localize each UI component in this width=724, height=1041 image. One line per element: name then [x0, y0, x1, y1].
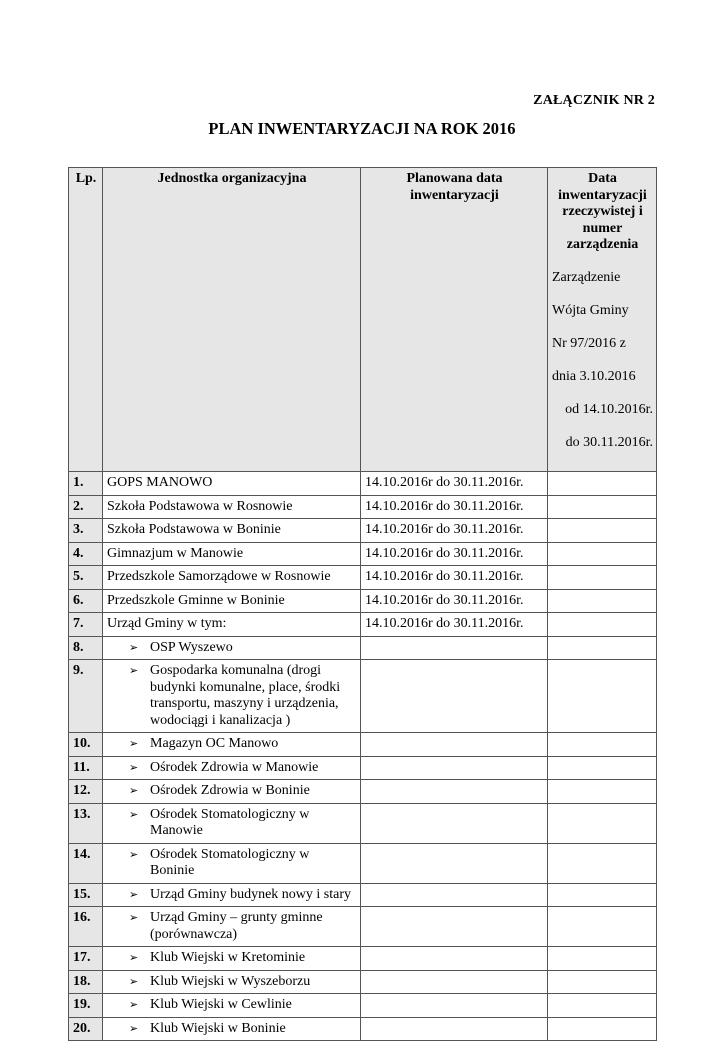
table-row: [69, 660, 657, 733]
ordinance-note-line: od 14.10.2016r.: [565, 402, 653, 417]
table-row: [69, 542, 657, 566]
row-number: 9.: [69, 660, 103, 733]
planned-date-cell: 14.10.2016r do 30.11.2016r.: [361, 613, 548, 637]
actual-date-cell: [548, 589, 657, 613]
actual-date-cell: [548, 472, 657, 496]
actual-date-title: Data inwentaryzacji rzeczywistej i numer zarządzenia: [558, 171, 647, 252]
arrow-bullet-icon: ➢: [129, 847, 139, 861]
ordinance-note-line: dnia 3.10.2016: [552, 369, 636, 384]
planned-date-cell: [361, 843, 548, 883]
actual-date-cell: [548, 780, 657, 804]
row-number: 11.: [69, 756, 103, 780]
row-number: 2.: [69, 495, 103, 519]
actual-date-cell: [548, 907, 657, 947]
actual-date-cell: [548, 660, 657, 733]
actual-date-cell: [548, 636, 657, 660]
planned-date-cell: 14.10.2016r do 30.11.2016r.: [361, 589, 548, 613]
ordinance-note-line: Nr 97/2016 z: [552, 336, 626, 351]
table-row: [69, 636, 657, 660]
unit-cell: [103, 994, 361, 1018]
unit-name: Ośrodek Zdrowia w Manowie: [150, 759, 319, 775]
unit-cell: [103, 907, 361, 947]
table-row: [69, 519, 657, 543]
row-number: 3.: [69, 519, 103, 543]
table-row: [69, 803, 657, 843]
table-row: [69, 883, 657, 907]
unit-name: Ośrodek Stomatologiczny w Boninie: [150, 846, 310, 878]
planned-date-cell: [361, 883, 548, 907]
arrow-bullet-icon: ➢: [129, 737, 139, 750]
row-number: 12.: [69, 780, 103, 804]
planned-date-cell: [361, 780, 548, 804]
table-row: [69, 843, 657, 883]
unit-cell: Gimnazjum w Manowie: [103, 542, 361, 566]
actual-date-cell: [548, 613, 657, 637]
table-header-row: [69, 168, 657, 472]
unit-name: Klub Wiejski w Kretominie: [150, 950, 306, 965]
planned-date-cell: [361, 756, 548, 780]
row-number: 10.: [69, 733, 103, 757]
actual-date-cell: [548, 733, 657, 757]
actual-date-cell: [548, 947, 657, 971]
table-row: [69, 566, 657, 590]
planned-date-cell: [361, 1017, 548, 1041]
planned-date-cell: 14.10.2016r do 30.11.2016r.: [361, 519, 548, 543]
row-number: 8.: [69, 636, 103, 660]
arrow-bullet-icon: ➢: [129, 640, 139, 654]
planned-date-cell: [361, 907, 548, 947]
unit-name: Klub Wiejski w Cewlinie: [150, 997, 292, 1012]
table-row: [69, 994, 657, 1018]
unit-cell: [103, 756, 361, 780]
unit-name: Klub Wiejski w Wyszeborzu: [150, 973, 311, 989]
row-number: 4.: [69, 542, 103, 566]
row-number: 20.: [69, 1017, 103, 1041]
actual-date-cell: [548, 803, 657, 843]
table-row: [69, 495, 657, 519]
row-number: 17.: [69, 947, 103, 971]
table-row: [69, 733, 657, 757]
inventory-plan-table: [68, 167, 657, 1041]
arrow-bullet-icon: ➢: [129, 807, 139, 821]
table-row: [69, 613, 657, 637]
table-row: [69, 780, 657, 804]
planned-date-cell: 14.10.2016r do 30.11.2016r.: [361, 542, 548, 566]
table-row: [69, 589, 657, 613]
unit-name: Klub Wiejski w Boninie: [150, 1020, 286, 1036]
column-header-planned-date: Planowana data inwentaryzacji: [361, 168, 548, 472]
planned-date-cell: [361, 994, 548, 1018]
planned-date-cell: 14.10.2016r do 30.11.2016r.: [361, 495, 548, 519]
row-number: 19.: [69, 994, 103, 1018]
arrow-bullet-icon: ➢: [129, 784, 139, 797]
row-number: 14.: [69, 843, 103, 883]
actual-date-cell: [548, 970, 657, 994]
arrow-bullet-icon: ➢: [129, 998, 139, 1011]
actual-date-cell: [548, 1017, 657, 1041]
arrow-bullet-icon: ➢: [129, 974, 139, 988]
actual-date-cell: [548, 994, 657, 1018]
actual-date-cell: [548, 843, 657, 883]
arrow-bullet-icon: ➢: [129, 951, 139, 964]
row-number: 18.: [69, 970, 103, 994]
row-number: 5.: [69, 566, 103, 590]
unit-name: OSP Wyszewo: [150, 639, 233, 655]
table-row: [69, 472, 657, 496]
row-number: 16.: [69, 907, 103, 947]
unit-name: Magazyn OC Manowo: [150, 736, 279, 751]
ordinance-note-line: Zarządzenie: [552, 270, 621, 285]
column-header-actual-date: [548, 168, 657, 472]
arrow-bullet-icon: ➢: [129, 911, 139, 924]
unit-cell: [103, 733, 361, 757]
actual-date-cell: [548, 883, 657, 907]
ordinance-note: [552, 254, 653, 469]
unit-cell: [103, 883, 361, 907]
table-row: [69, 947, 657, 971]
table-row: [69, 907, 657, 947]
arrow-bullet-icon: ➢: [129, 664, 139, 677]
planned-date-cell: 14.10.2016r do 30.11.2016r.: [361, 472, 548, 496]
actual-date-cell: [548, 542, 657, 566]
table-row: [69, 970, 657, 994]
unit-cell: Szkoła Podstawowa w Boninie: [103, 519, 361, 543]
attachment-label: ZAŁĄCZNIK NR 2: [533, 93, 655, 108]
actual-date-cell: [548, 519, 657, 543]
planned-date-cell: [361, 636, 548, 660]
unit-name: Gospodarka komunalna (drogi budynki komunalne, place, środki transportu, maszyny i urządzenia, wodociągi i kanalizacja ): [150, 663, 341, 728]
table-row: [69, 1017, 657, 1041]
unit-cell: Szkoła Podstawowa w Rosnowie: [103, 495, 361, 519]
unit-cell: GOPS MANOWO: [103, 472, 361, 496]
row-number: 6.: [69, 589, 103, 613]
planned-date-cell: [361, 970, 548, 994]
unit-cell: [103, 803, 361, 843]
column-header-unit: Jednostka organizacyjna: [103, 168, 361, 472]
unit-cell: [103, 947, 361, 971]
planned-date-cell: [361, 660, 548, 733]
arrow-bullet-icon: ➢: [129, 1021, 139, 1035]
row-number: 7.: [69, 613, 103, 637]
unit-cell: [103, 1017, 361, 1041]
unit-name: Urząd Gminy – grunty gminne (porównawcza): [150, 910, 323, 942]
row-number: 1.: [69, 472, 103, 496]
actual-date-cell: [548, 495, 657, 519]
row-number: 13.: [69, 803, 103, 843]
ordinance-note-line: do 30.11.2016r.: [565, 435, 653, 450]
planned-date-cell: 14.10.2016r do 30.11.2016r.: [361, 566, 548, 590]
table-row: [69, 756, 657, 780]
unit-cell: [103, 780, 361, 804]
planned-date-cell: [361, 947, 548, 971]
actual-date-cell: [548, 756, 657, 780]
planned-date-cell: [361, 733, 548, 757]
unit-cell: [103, 660, 361, 733]
unit-name: Ośrodek Zdrowia w Boninie: [150, 783, 310, 798]
unit-cell: [103, 970, 361, 994]
planned-date-cell: [361, 803, 548, 843]
unit-cell: Przedszkole Gminne w Boninie: [103, 589, 361, 613]
document-title: PLAN INWENTARYZACJI NA ROK 2016: [208, 119, 516, 138]
actual-date-cell: [548, 566, 657, 590]
ordinance-note-line: Wójta Gminy: [552, 303, 629, 318]
row-number: 15.: [69, 883, 103, 907]
unit-cell: [103, 636, 361, 660]
unit-name: Urząd Gminy budynek nowy i stary: [150, 886, 352, 902]
unit-cell: Przedszkole Samorządowe w Rosnowie: [103, 566, 361, 590]
unit-name: Ośrodek Stomatologiczny w Manowie: [150, 806, 310, 838]
unit-cell: Urząd Gminy w tym:: [103, 613, 361, 637]
unit-cell: [103, 843, 361, 883]
column-header-lp: Lp.: [69, 168, 103, 472]
arrow-bullet-icon: ➢: [129, 887, 139, 901]
arrow-bullet-icon: ➢: [129, 760, 139, 774]
